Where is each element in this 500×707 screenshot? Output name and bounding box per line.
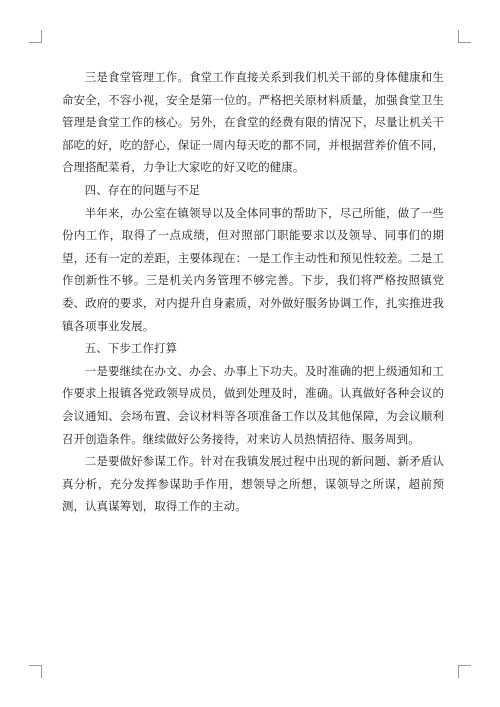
crop-mark-top-left [29, 30, 42, 43]
crop-mark-bottom-left [29, 665, 42, 678]
paragraph-plan-one: 一是要继续在办文、办会、办事上下功夫。及时准确的把上级通知和工作要求上报镇各党政领导成员，做到处理及时，准确。认真做好各种会议的会议通知、会场布置、会议材料等各项准备工作以及其他保障，为会议顺利召开创造条件。继续做好公务接待，对来访人员热情招待、服务周到。 [62, 363, 444, 446]
section-heading-next-plan: 五、下步工作打算 [84, 341, 178, 356]
paragraph-plan-two: 二是要做好参谋工作。针对在我镇发展过程中出现的新问题、新矛盾认真分析，充分发挥参谋助手作用，想领导之所想，谋领导之所谋，超前预测，认真谋筹划，取得工作的主动。 [62, 454, 444, 514]
section-heading-problems: 四、存在的问题与不足 [84, 182, 201, 197]
paragraph-canteen-management: 三是食堂管理工作。食堂工作直接关系到我们机关干部的身体健康和生命安全，不容小视，安全是第一位的。严格把关原材料质量，加强食堂卫生管理是食堂工作的核心。另外，在食堂的经费有限的情况下，尽量让机关干部吃的好，吃的舒心，保证一周内每天吃的都不同，并根据营养价值不同，合理搭配菜肴，力争让大家吃的好又吃的健康。 [62, 70, 444, 175]
crop-mark-bottom-right [458, 665, 471, 678]
crop-mark-top-right [458, 30, 471, 43]
document-body [62, 66, 444, 518]
paragraph-problems: 半年来，办公室在镇领导以及全体同事的帮助下，尽己所能，做了一些份内工作，取得了一点成绩，但对照部门职能要求以及领导、同事们的期望，还有一定的差距，主要体现在：一是工作主动性和预见性较差。二是工作创新性不够。三是机关内务管理不够完善。下步，我们将严格按照镇党委、政府的要求，对内提升自身素质，对外做好服务协调工作，扎实推进我镇各项事业发展。 [62, 205, 444, 333]
